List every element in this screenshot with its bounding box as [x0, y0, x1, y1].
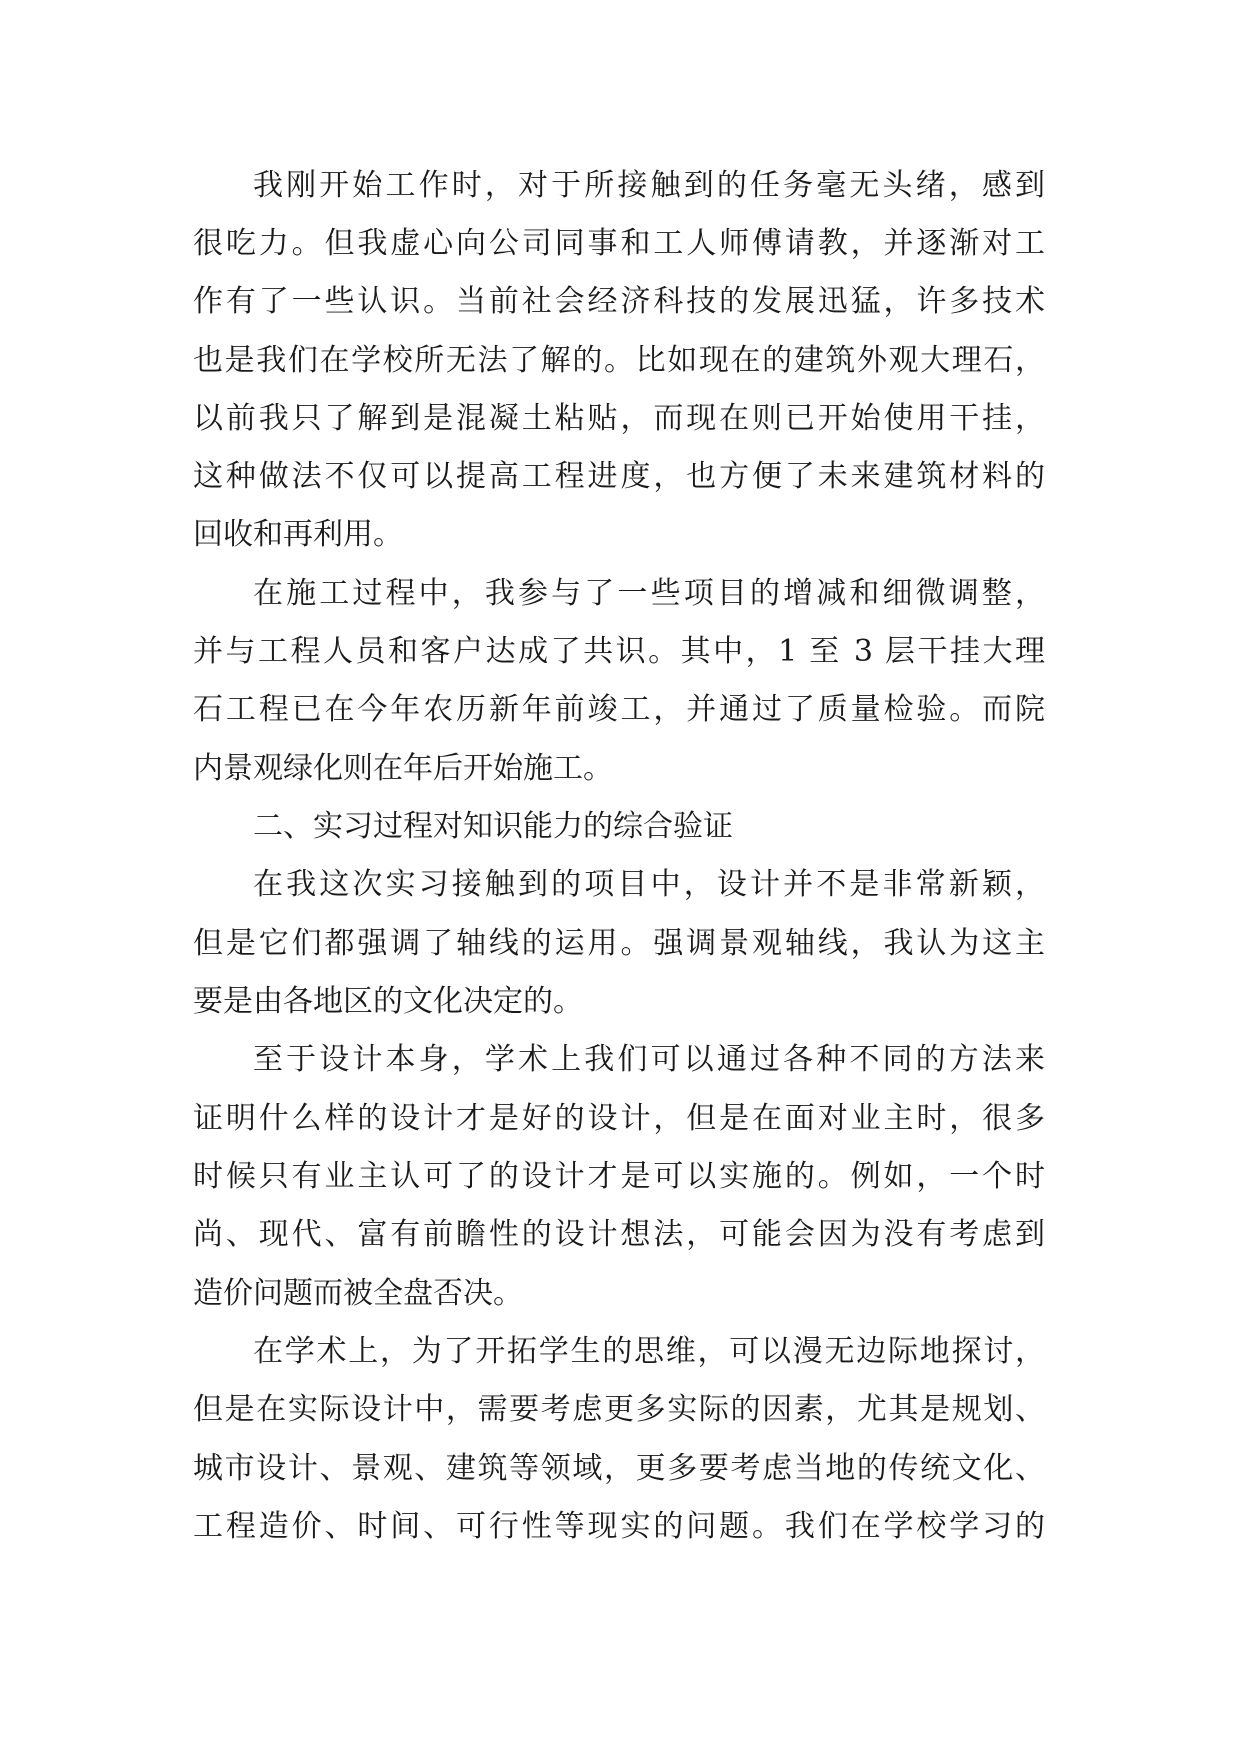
text-line: 在施工过程中，我参与了一些项目的增减和细微调整，: [253, 576, 1045, 611]
text-line: 时候只有业主认可了的设计才是可以实施的。例如，一个时: [193, 1159, 1045, 1194]
text-line: 这种做法不仅可以提高工程进度，也方便了未来建筑材料的: [193, 459, 1045, 494]
text-line: 证明什么样的设计才是好的设计，但是在面对业主时，很多: [193, 1101, 1045, 1136]
text-line: 我刚开始工作时，对于所接触到的任务毫无头绪，感到: [253, 168, 1045, 203]
text-line: 但是在实际设计中，需要考虑更多实际的因素，尤其是规划、: [193, 1392, 1045, 1427]
text-line: 在我这次实习接触到的项目中，设计并不是非常新颖，: [253, 867, 1045, 902]
text-line: 尚、现代、富有前瞻性的设计想法，可能会因为没有考虑到: [193, 1217, 1045, 1252]
section-heading: 二、实习过程对知识能力的综合验证: [253, 809, 733, 844]
text-line: 至于设计本身，学术上我们可以通过各种不同的方法来: [253, 1042, 1045, 1077]
text-line: 内景观绿化则在年后开始施工。: [193, 751, 613, 786]
text-line: 作有了一些认识。当前社会经济科技的发展迅猛，许多技术: [193, 284, 1045, 319]
text-line: 在学术上，为了开拓学生的思维，可以漫无边际地探讨，: [253, 1334, 1045, 1369]
text-line: 并与工程人员和客户达成了共识。其中，1 至 3 层干挂大理: [193, 634, 1045, 669]
text-line: 回收和再利用。: [193, 517, 403, 552]
text-line: 很吃力。但我虚心向公司同事和工人师傅请教，并逐渐对工: [193, 226, 1045, 261]
text-line: 但是它们都强调了轴线的运用。强调景观轴线，我认为这主: [193, 926, 1045, 961]
text-line: 石工程已在今年农历新年前竣工，并通过了质量检验。而院: [193, 692, 1045, 727]
text-line: 以前我只了解到是混凝土粘贴，而现在则已开始使用干挂，: [193, 401, 1045, 436]
text-line: 也是我们在学校所无法了解的。比如现在的建筑外观大理石，: [193, 343, 1045, 378]
text-line: 造价问题而被全盘否决。: [193, 1276, 523, 1311]
text-line: 要是由各地区的文化决定的。: [193, 984, 583, 1019]
text-line: 城市设计、景观、建筑等领域，更多要考虑当地的传统文化、: [193, 1451, 1045, 1486]
text-line: 工程造价、时间、可行性等现实的问题。我们在学校学习的: [193, 1509, 1045, 1544]
